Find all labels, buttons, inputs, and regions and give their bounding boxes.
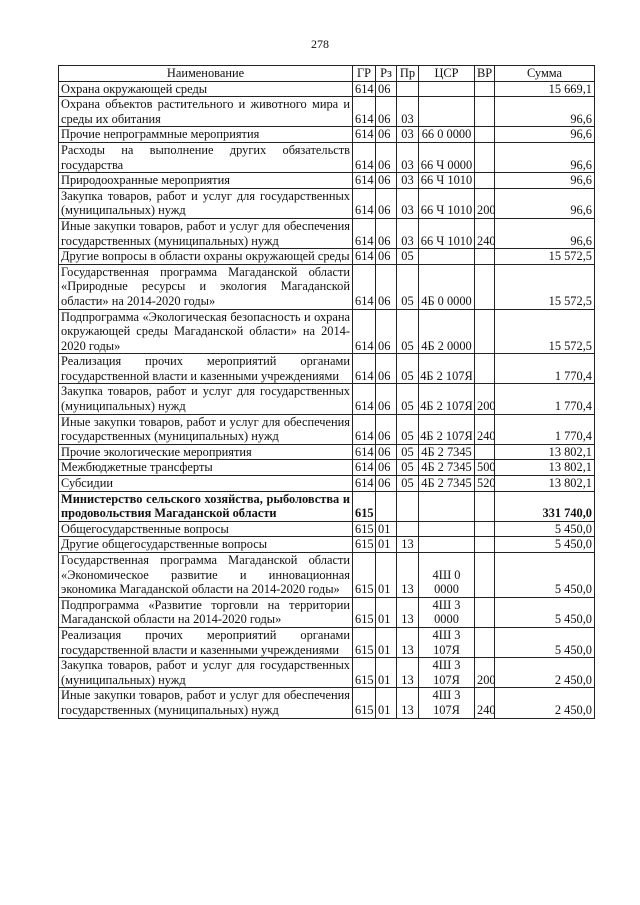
cell-name: Субсидии (59, 476, 353, 492)
cell-sum: 1 770,4 (495, 384, 595, 414)
header-name: Наименование (59, 66, 353, 82)
table-row (59, 491, 595, 521)
cell-sum: 2 450,0 (495, 658, 595, 688)
cell-sum: 5 450,0 (495, 537, 595, 553)
cell-sum: 331 740,0 (495, 491, 595, 521)
table-row (59, 521, 595, 537)
cell-name: Реализация прочих мероприятий органами государственной власти и казенными учреждениями (59, 627, 353, 657)
cell-rz: 06 (376, 444, 397, 460)
cell-vr: 240 (475, 218, 495, 248)
cell-vr: 240 (475, 414, 495, 444)
cell-pr: 03 (397, 173, 419, 189)
cell-sum: 5 450,0 (495, 627, 595, 657)
cell-sum: 5 450,0 (495, 521, 595, 537)
cell-gr: 614 (353, 460, 376, 476)
cell-pr: 05 (397, 384, 419, 414)
cell-gr: 614 (353, 476, 376, 492)
cell-gr: 614 (353, 309, 376, 354)
cell-sum: 15 572,5 (495, 309, 595, 354)
cell-rz: 01 (376, 537, 397, 553)
cell-gr: 615 (353, 627, 376, 657)
cell-name: Государственная программа Магаданской области «Экономическое развитие и инновационная экономика Магаданской области на 2014-2020 годы» (59, 553, 353, 598)
cell-gr: 615 (353, 537, 376, 553)
table-row (59, 188, 595, 218)
cell-pr: 05 (397, 249, 419, 265)
cell-vr: 200 (475, 384, 495, 414)
cell-pr: 13 (397, 537, 419, 553)
cell-csr (419, 249, 475, 265)
cell-name: Государственная программа Магаданской области «Природные ресурсы и экология Магаданской области» на 2014-2020 годы» (59, 264, 353, 309)
cell-name: Общегосударственные вопросы (59, 521, 353, 537)
table-row (59, 460, 595, 476)
cell-csr (419, 521, 475, 537)
table-row (59, 537, 595, 553)
cell-gr: 614 (353, 188, 376, 218)
cell-vr (475, 81, 495, 97)
cell-rz: 01 (376, 627, 397, 657)
header-pr: Пр (397, 66, 419, 82)
table-row (59, 688, 595, 718)
header-rz: Рз (376, 66, 397, 82)
cell-rz: 06 (376, 188, 397, 218)
cell-pr: 03 (397, 218, 419, 248)
cell-pr: 05 (397, 460, 419, 476)
cell-csr: 66 Ч 1010 (419, 218, 475, 248)
cell-vr: 240 (475, 688, 495, 718)
table-row (59, 414, 595, 444)
cell-sum: 5 450,0 (495, 553, 595, 598)
table-row (59, 658, 595, 688)
cell-csr: 4Б 2 107Я (419, 414, 475, 444)
cell-csr (419, 81, 475, 97)
cell-sum: 13 802,1 (495, 476, 595, 492)
cell-gr: 614 (353, 354, 376, 384)
cell-gr: 615 (353, 491, 376, 521)
table-row (59, 127, 595, 143)
cell-name: Иные закупки товаров, работ и услуг для обеспечения государственных (муниципальных) нужд (59, 218, 353, 248)
cell-gr: 615 (353, 597, 376, 627)
budget-table (58, 65, 595, 719)
cell-rz: 06 (376, 142, 397, 172)
cell-rz: 01 (376, 597, 397, 627)
table-row (59, 476, 595, 492)
cell-gr: 615 (353, 553, 376, 598)
cell-name: Министерство сельского хозяйства, рыболовства и продовольствия Магаданской области (59, 491, 353, 521)
cell-pr (397, 521, 419, 537)
page-number: 278 (311, 37, 329, 51)
cell-sum: 13 802,1 (495, 460, 595, 476)
cell-vr (475, 444, 495, 460)
table-row (59, 264, 595, 309)
cell-gr: 614 (353, 264, 376, 309)
table-row (59, 444, 595, 460)
cell-csr: 66 Ч 0000 (419, 142, 475, 172)
table-row (59, 384, 595, 414)
cell-gr: 614 (353, 81, 376, 97)
cell-name: Природоохранные мероприятия (59, 173, 353, 189)
cell-csr: 4Ш 0 0000 (419, 553, 475, 598)
cell-sum: 15 669,1 (495, 81, 595, 97)
cell-name: Межбюджетные трансферты (59, 460, 353, 476)
cell-name: Охрана объектов растительного и животного мира и среды их обитания (59, 97, 353, 127)
table-row (59, 173, 595, 189)
cell-vr: 200 (475, 188, 495, 218)
cell-pr: 13 (397, 553, 419, 598)
cell-name: Иные закупки товаров, работ и услуг для обеспечения государственных (муниципальных) нужд (59, 688, 353, 718)
cell-rz (376, 491, 397, 521)
table-row (59, 142, 595, 172)
cell-vr (475, 537, 495, 553)
cell-vr (475, 173, 495, 189)
cell-csr: 4Б 2 0000 (419, 309, 475, 354)
cell-name: Другие вопросы в области охраны окружающей среды (59, 249, 353, 265)
cell-vr (475, 142, 495, 172)
cell-pr: 13 (397, 658, 419, 688)
cell-name: Подпрограмма «Развитие торговли на территории Магаданской области на 2014-2020 годы» (59, 597, 353, 627)
cell-sum: 1 770,4 (495, 354, 595, 384)
cell-pr: 13 (397, 597, 419, 627)
cell-pr (397, 491, 419, 521)
table-row (59, 218, 595, 248)
table-row (59, 627, 595, 657)
cell-csr: 4Ш 3 107Я (419, 627, 475, 657)
cell-pr: 13 (397, 627, 419, 657)
cell-vr (475, 249, 495, 265)
cell-gr: 614 (353, 97, 376, 127)
cell-sum: 96,6 (495, 97, 595, 127)
cell-name: Подпрограмма «Экологическая безопасность и охрана окружающей среды Магаданской области» на 2014-2020 годы» (59, 309, 353, 354)
cell-pr: 05 (397, 414, 419, 444)
cell-name: Расходы на выполнение других обязательств государства (59, 142, 353, 172)
cell-csr (419, 537, 475, 553)
cell-csr: 66 Ч 1010 (419, 173, 475, 189)
cell-rz: 06 (376, 173, 397, 189)
cell-rz: 06 (376, 127, 397, 143)
cell-vr (475, 491, 495, 521)
cell-name: Закупка товаров, работ и услуг для государственных (муниципальных) нужд (59, 384, 353, 414)
cell-sum: 96,6 (495, 142, 595, 172)
cell-pr: 05 (397, 309, 419, 354)
cell-name: Закупка товаров, работ и услуг для государственных (муниципальных) нужд (59, 658, 353, 688)
cell-csr: 4Ш 3 107Я (419, 688, 475, 718)
cell-vr: 520 (475, 476, 495, 492)
table-row (59, 354, 595, 384)
cell-gr: 614 (353, 444, 376, 460)
cell-name: Реализация прочих мероприятий органами государственной власти и казенными учреждениями (59, 354, 353, 384)
cell-vr: 200 (475, 658, 495, 688)
cell-sum: 96,6 (495, 127, 595, 143)
cell-vr: 500 (475, 460, 495, 476)
cell-name: Прочие экологические мероприятия (59, 444, 353, 460)
cell-pr: 05 (397, 264, 419, 309)
cell-vr (475, 309, 495, 354)
cell-csr: 4Б 0 0000 (419, 264, 475, 309)
cell-vr (475, 553, 495, 598)
cell-gr: 614 (353, 173, 376, 189)
cell-pr: 03 (397, 97, 419, 127)
cell-csr: 4Ш 3 107Я (419, 658, 475, 688)
cell-name: Прочие непрограммные мероприятия (59, 127, 353, 143)
cell-csr: 66 Ч 1010 (419, 188, 475, 218)
cell-csr: 66 0 0000 (419, 127, 475, 143)
header-gr: ГР (353, 66, 376, 82)
cell-csr: 4Б 2 107Я (419, 384, 475, 414)
cell-sum: 2 450,0 (495, 688, 595, 718)
cell-vr (475, 264, 495, 309)
header-sum: Сумма (495, 66, 595, 82)
cell-rz: 06 (376, 384, 397, 414)
cell-sum: 96,6 (495, 218, 595, 248)
table-row (59, 309, 595, 354)
cell-rz: 01 (376, 688, 397, 718)
header-csr: ЦСР (419, 66, 475, 82)
cell-vr (475, 97, 495, 127)
cell-gr: 615 (353, 521, 376, 537)
cell-rz: 06 (376, 218, 397, 248)
cell-rz: 06 (376, 81, 397, 97)
cell-rz: 06 (376, 476, 397, 492)
cell-pr: 05 (397, 476, 419, 492)
cell-gr: 614 (353, 384, 376, 414)
cell-rz: 06 (376, 354, 397, 384)
cell-csr: 4Б 2 7345 (419, 444, 475, 460)
cell-pr: 05 (397, 354, 419, 384)
cell-sum: 15 572,5 (495, 264, 595, 309)
header-vr: ВР (475, 66, 495, 82)
cell-rz: 06 (376, 249, 397, 265)
cell-csr (419, 97, 475, 127)
cell-csr: 4Б 2 7345 (419, 460, 475, 476)
cell-pr: 05 (397, 444, 419, 460)
cell-pr: 13 (397, 688, 419, 718)
cell-rz: 06 (376, 414, 397, 444)
cell-pr: 03 (397, 188, 419, 218)
cell-pr: 03 (397, 127, 419, 143)
cell-vr (475, 597, 495, 627)
cell-gr: 614 (353, 249, 376, 265)
cell-name: Охрана окружающей среды (59, 81, 353, 97)
cell-rz: 06 (376, 309, 397, 354)
cell-csr (419, 491, 475, 521)
table-row (59, 553, 595, 598)
cell-sum: 13 802,1 (495, 444, 595, 460)
cell-rz: 06 (376, 97, 397, 127)
cell-gr: 614 (353, 142, 376, 172)
cell-sum: 96,6 (495, 173, 595, 189)
cell-csr: 4Б 2 107Я (419, 354, 475, 384)
cell-pr: 03 (397, 142, 419, 172)
cell-csr: 4Ш 3 0000 (419, 597, 475, 627)
cell-sum: 1 770,4 (495, 414, 595, 444)
cell-rz: 06 (376, 264, 397, 309)
cell-vr (475, 127, 495, 143)
table-header-row (59, 66, 595, 82)
cell-sum: 15 572,5 (495, 249, 595, 265)
cell-gr: 615 (353, 688, 376, 718)
cell-gr: 614 (353, 218, 376, 248)
cell-name: Иные закупки товаров, работ и услуг для обеспечения государственных (муниципальных) нужд (59, 414, 353, 444)
cell-gr: 615 (353, 658, 376, 688)
cell-rz: 06 (376, 460, 397, 476)
table-row (59, 597, 595, 627)
cell-csr: 4Б 2 7345 (419, 476, 475, 492)
table-row (59, 249, 595, 265)
cell-vr (475, 521, 495, 537)
cell-pr (397, 81, 419, 97)
cell-vr (475, 627, 495, 657)
cell-sum: 5 450,0 (495, 597, 595, 627)
cell-sum: 96,6 (495, 188, 595, 218)
cell-rz: 01 (376, 553, 397, 598)
cell-rz: 01 (376, 521, 397, 537)
cell-rz: 01 (376, 658, 397, 688)
table-row (59, 81, 595, 97)
table-row (59, 97, 595, 127)
cell-gr: 614 (353, 127, 376, 143)
cell-gr: 614 (353, 414, 376, 444)
cell-vr (475, 354, 495, 384)
cell-name: Закупка товаров, работ и услуг для государственных (муниципальных) нужд (59, 188, 353, 218)
cell-name: Другие общегосударственные вопросы (59, 537, 353, 553)
